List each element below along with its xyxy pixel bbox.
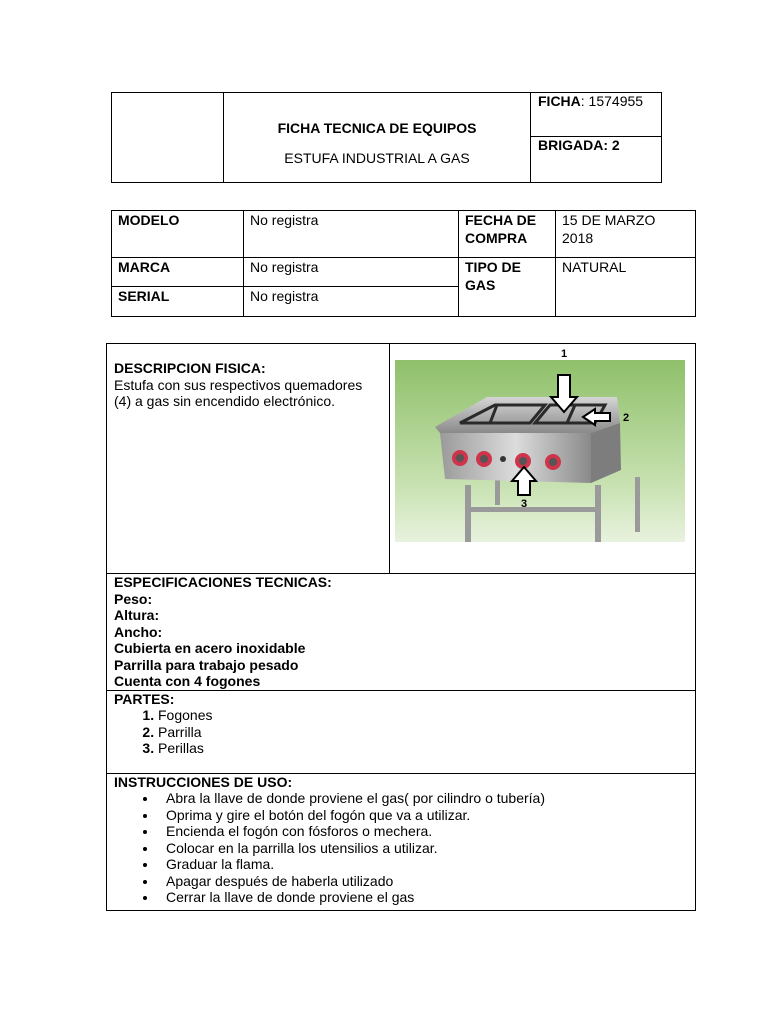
spec-line: Peso: [114,590,153,607]
stove-image [395,345,695,542]
partes-cell [107,690,696,773]
list-item: • Encienda el fogón con fósforos o mechera. [158,823,688,840]
list-item: • Abra la llave de donde proviene el gas( por cilindro o tubería) [158,790,688,807]
title-cell [224,93,531,183]
spec-line: Parrilla para trabajo pesado [114,656,299,673]
partes-list [114,707,688,757]
list-item: 1. Fogones [158,707,688,724]
descripcion-cell [107,344,390,574]
list-item: • Graduar la flama. [158,856,688,873]
marca-label: MARCA [112,258,244,287]
ficha-value: : 1574955 [580,93,644,109]
spec-line: Altura: [114,607,160,623]
arrow-2-label: 2 [623,412,630,424]
modelo-value: No registra [244,211,459,258]
modelo-label: MODELO [112,211,244,258]
image-cell [390,344,696,574]
instrucciones-cell [107,773,696,910]
arrow-1-label: 1 [561,348,568,360]
list-item: • Cerrar la llave de donde proviene el gas [158,889,688,906]
main-table [106,343,696,911]
serial-value: No registra [244,287,459,317]
instrucciones-list [114,790,688,906]
instrucciones-title: INSTRUCCIONES DE USO: [114,773,293,790]
list-item: 3. Perillas [158,740,688,757]
ficha-label: FICHA [538,93,581,109]
fecha-compra-value: 15 DE MARZO 2018 [556,211,696,258]
spec-line: Cuenta con 4 fogones [114,673,261,689]
logo-cell [112,93,224,183]
marca-value: No registra [244,258,459,287]
brigada-cell [531,137,662,183]
arrow-3-label: 3 [521,498,528,510]
header-table [111,92,662,183]
partes-title: PARTES: [114,690,175,707]
descripcion-title: DESCRIPCION FISICA: [114,360,266,376]
especificaciones-title: ESPECIFICACIONES TECNICAS: [114,574,332,590]
especificaciones-cell [107,574,696,691]
descripcion-text: Estufa con sus respectivos quemadores (4) a gas sin encendido electrónico. [114,376,363,409]
brigada-label: BRIGADA: 2 [538,137,620,153]
tipo-gas-label: TIPO DE GAS [459,258,556,317]
spec-line: Ancho: [114,623,163,640]
list-item: • Apagar después de haberla utilizado [158,873,688,890]
tipo-gas-value: NATURAL [556,258,696,317]
document-title: FICHA TECNICA DE EQUIPOS [277,120,477,136]
serial-label: SERIAL [112,287,244,317]
spec-line: Cubierta en acero inoxidable [114,640,306,656]
list-item: 2. Parrilla [158,724,688,741]
list-item: • Colocar en la parrilla los utensilios a utilizar. [158,840,688,857]
fecha-compra-label: FECHA DE COMPRA [459,211,556,258]
list-item: • Oprima y gire el botón del fogón que va a utilizar. [158,807,688,824]
document-subtitle: ESTUFA INDUSTRIAL A GAS [284,150,470,166]
ficha-cell [531,93,662,137]
info-table [111,210,696,317]
